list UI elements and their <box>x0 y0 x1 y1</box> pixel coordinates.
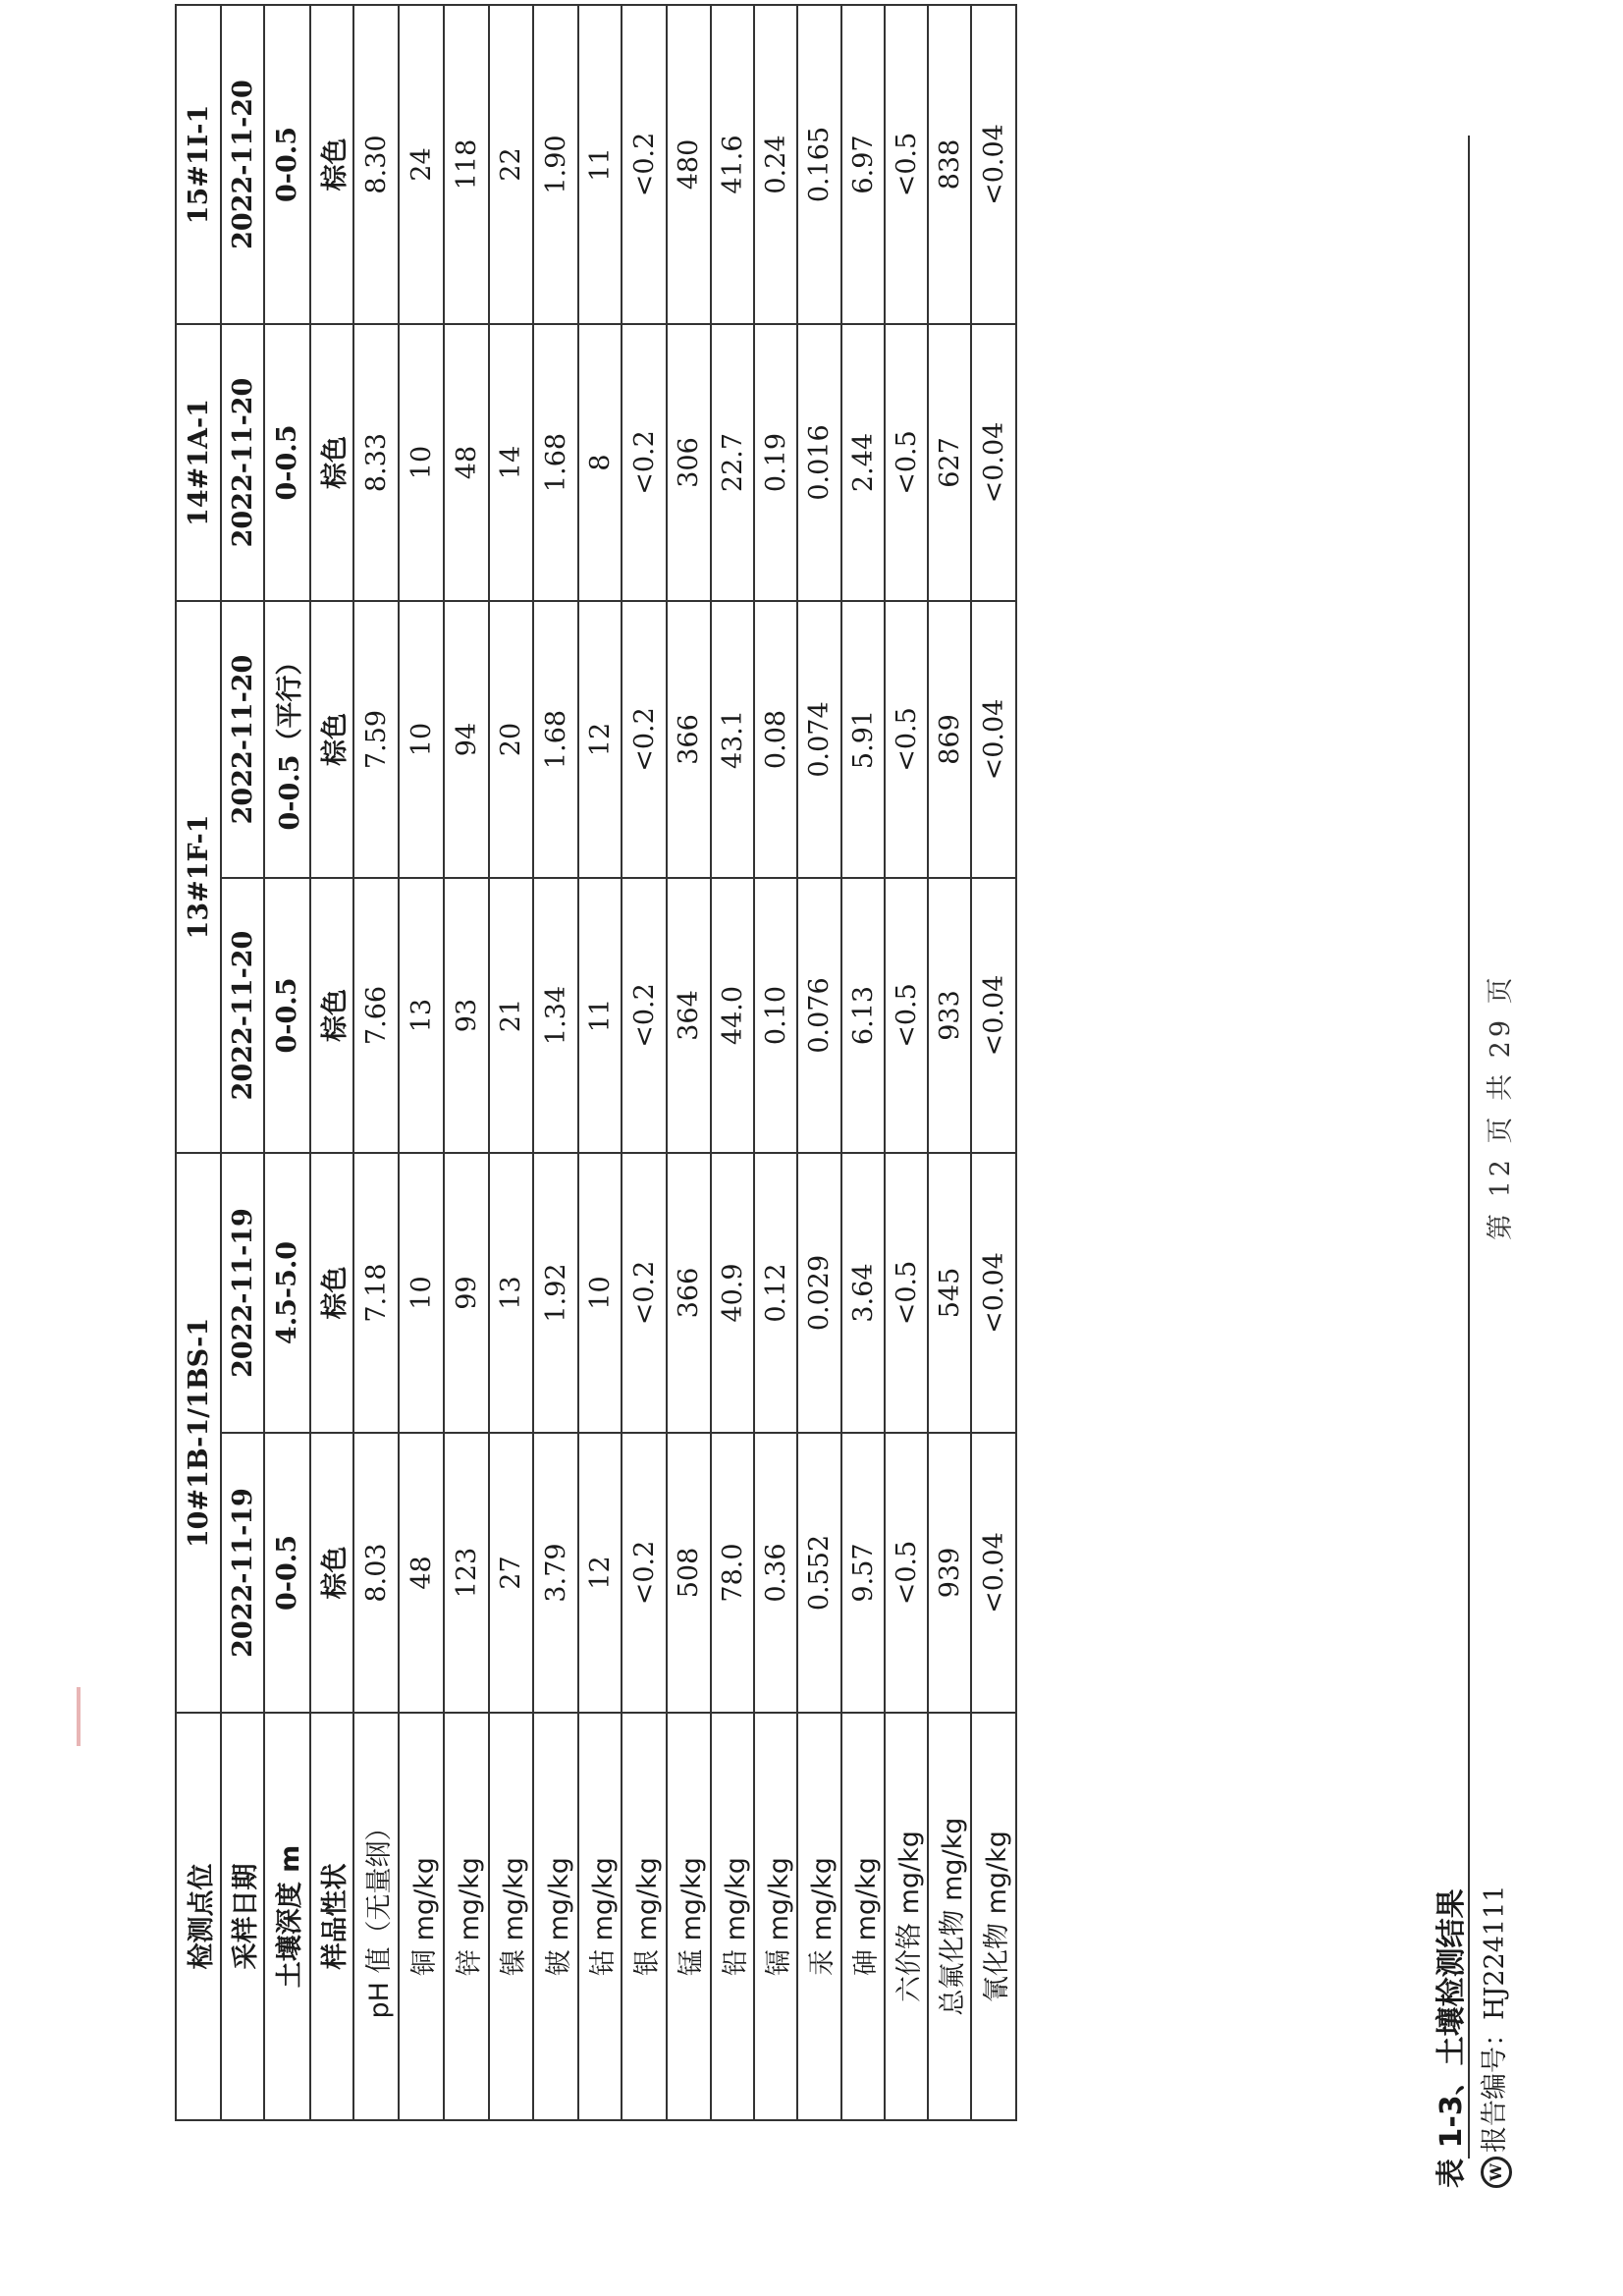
page-number: 第 12 页 共 29 页 <box>1486 973 1516 1240</box>
table-cell: 0.19 <box>754 324 797 601</box>
table-cell: 5.91 <box>841 601 885 878</box>
table-cell: 94 <box>444 601 489 878</box>
table-row <box>885 5 928 2120</box>
table-cell: 22.7 <box>711 324 754 601</box>
table-cell: 0.076 <box>797 878 841 1153</box>
red-mark <box>77 1687 81 1746</box>
table-cell: <0.2 <box>622 324 667 601</box>
table-cell: 1.92 <box>533 1153 578 1433</box>
report-header <box>1473 1886 1512 2188</box>
table-cell: 939 <box>928 1433 971 1713</box>
table-cell: 366 <box>667 1153 711 1433</box>
table-cell: <0.04 <box>971 1433 1016 1713</box>
table-cell: <0.5 <box>885 5 928 324</box>
table-cell: 2022-11-19 <box>221 1153 264 1433</box>
table-cell: 1.90 <box>533 5 578 324</box>
table-row <box>797 5 841 2120</box>
table-cell: <0.04 <box>971 878 1016 1153</box>
table-cell: 13 <box>489 1153 533 1433</box>
table-cell: 8.03 <box>353 1433 399 1713</box>
row-label: 汞 mg/kg <box>797 1713 841 2120</box>
table-cell: 22 <box>489 5 533 324</box>
table-row <box>622 5 667 2120</box>
table-cell: 11 <box>578 5 622 324</box>
table-cell: 10 <box>399 324 444 601</box>
table-cell: 118 <box>444 5 489 324</box>
table-cell: 44.0 <box>711 878 754 1153</box>
table-cell: <0.5 <box>885 878 928 1153</box>
table-cell: <0.2 <box>622 601 667 878</box>
table-cell: 棕色 <box>310 324 353 601</box>
table-cell: 43.1 <box>711 601 754 878</box>
table-cell: 8.33 <box>353 324 399 601</box>
table-cell: 10 <box>578 1153 622 1433</box>
table-cell: 0.08 <box>754 601 797 878</box>
row-label: 铜 mg/kg <box>399 1713 444 2120</box>
soil-results-table <box>175 4 1017 2121</box>
table-cell: 0.24 <box>754 5 797 324</box>
table-cell: 11 <box>578 878 622 1153</box>
table-cell: 0-0.5 <box>264 1433 310 1713</box>
table-cell: 41.6 <box>711 5 754 324</box>
table-row <box>928 5 971 2120</box>
table-cell: 6.97 <box>841 5 885 324</box>
table-cell: 2022-11-20 <box>221 601 264 878</box>
site-header: 13#1F-1 <box>176 601 221 1153</box>
site-header: 10#1B-1/1BS-1 <box>176 1153 221 1713</box>
table-cell: 78.0 <box>711 1433 754 1713</box>
table-cell: 棕色 <box>310 878 353 1153</box>
table-cell: 0.12 <box>754 1153 797 1433</box>
row-label: 锌 mg/kg <box>444 1713 489 2120</box>
table-cell: 13 <box>399 878 444 1153</box>
table-caption: 表 1-3、土壤检测结果 <box>1434 1888 1469 2188</box>
table-cell: <0.2 <box>622 878 667 1153</box>
table-cell: 0.029 <box>797 1153 841 1433</box>
table-cell: 棕色 <box>310 5 353 324</box>
table-cell: 99 <box>444 1153 489 1433</box>
table-row <box>971 5 1016 2120</box>
table-cell: 棕色 <box>310 1153 353 1433</box>
table-cell: <0.5 <box>885 601 928 878</box>
table-cell: <0.04 <box>971 601 1016 878</box>
table-cell: 4.5-5.0 <box>264 1153 310 1433</box>
table-row <box>711 5 754 2120</box>
table-cell: 0.165 <box>797 5 841 324</box>
table-cell: <0.04 <box>971 1153 1016 1433</box>
row-label: 铍 mg/kg <box>533 1713 578 2120</box>
table-cell: 27 <box>489 1433 533 1713</box>
table-cell: 2022-11-20 <box>221 324 264 601</box>
table-row <box>578 5 622 2120</box>
table-cell: <0.5 <box>885 1153 928 1433</box>
table-row <box>399 5 444 2120</box>
table-cell: 12 <box>578 601 622 878</box>
table-cell: 869 <box>928 601 971 878</box>
table-row <box>444 5 489 2120</box>
site-header: 15#1I-1 <box>176 5 221 324</box>
table-row <box>667 5 711 2120</box>
table-cell: 0-0.5（平行） <box>264 601 310 878</box>
table-cell: 8.30 <box>353 5 399 324</box>
table-cell: 2022-11-20 <box>221 878 264 1153</box>
table-cell: 0.074 <box>797 601 841 878</box>
table-row <box>533 5 578 2120</box>
table-cell: 7.18 <box>353 1153 399 1433</box>
table-cell: 366 <box>667 601 711 878</box>
row-label: 铅 mg/kg <box>711 1713 754 2120</box>
table-cell: 2.44 <box>841 324 885 601</box>
table-cell: 棕色 <box>310 601 353 878</box>
table-row <box>489 5 533 2120</box>
table-cell: 545 <box>928 1153 971 1433</box>
table-cell: 7.59 <box>353 601 399 878</box>
table-cell: 10 <box>399 1153 444 1433</box>
row-label: 镍 mg/kg <box>489 1713 533 2120</box>
table-cell: 364 <box>667 878 711 1153</box>
table-cell: 24 <box>399 5 444 324</box>
table-cell: 10 <box>399 601 444 878</box>
table-cell: <0.2 <box>622 1433 667 1713</box>
table-cell: 3.79 <box>533 1433 578 1713</box>
table-cell: 40.9 <box>711 1153 754 1433</box>
table-row <box>754 5 797 2120</box>
table-row <box>841 5 885 2120</box>
report-number-label: 报告编号： <box>1480 2020 1510 2153</box>
table-cell: 0.552 <box>797 1433 841 1713</box>
table-cell: 123 <box>444 1433 489 1713</box>
table-cell: 0-0.5 <box>264 5 310 324</box>
table-cell: 3.64 <box>841 1153 885 1433</box>
site-header: 14#1A-1 <box>176 324 221 601</box>
company-logo-icon: W <box>1481 2157 1512 2188</box>
row-label: 氰化物 mg/kg <box>971 1713 1016 2120</box>
table-cell: <0.04 <box>971 5 1016 324</box>
table-row <box>264 5 310 2120</box>
table-cell: 7.66 <box>353 878 399 1153</box>
table-cell: <0.5 <box>885 1433 928 1713</box>
table-cell: 0-0.5 <box>264 878 310 1153</box>
corner-header: 检测点位 <box>176 1713 221 2120</box>
table-header-row <box>176 5 221 2120</box>
table-cell: 6.13 <box>841 878 885 1153</box>
table-cell: 1.68 <box>533 601 578 878</box>
row-label: 采样日期 <box>221 1713 264 2120</box>
table-cell: 0.36 <box>754 1433 797 1713</box>
table-cell: <0.04 <box>971 324 1016 601</box>
table-cell: <0.2 <box>622 5 667 324</box>
table-row <box>310 5 353 2120</box>
table-cell: 508 <box>667 1433 711 1713</box>
table-cell: 838 <box>928 5 971 324</box>
report-number: HJ224111 <box>1480 1885 1510 2020</box>
table-cell: 93 <box>444 878 489 1153</box>
row-label: pH 值（无量纲） <box>353 1713 399 2120</box>
row-label: 钴 mg/kg <box>578 1713 622 2120</box>
table-cell: 480 <box>667 5 711 324</box>
table-cell: 0-0.5 <box>264 324 310 601</box>
table-cell: 627 <box>928 324 971 601</box>
table-cell: 1.34 <box>533 878 578 1153</box>
table-cell: 48 <box>444 324 489 601</box>
table-cell: 0.016 <box>797 324 841 601</box>
table-cell: <0.5 <box>885 324 928 601</box>
table-cell: 0.10 <box>754 878 797 1153</box>
table-cell: 2022-11-19 <box>221 1433 264 1713</box>
table-cell: 306 <box>667 324 711 601</box>
table-cell: 12 <box>578 1433 622 1713</box>
table-row <box>221 5 264 2120</box>
table-row <box>353 5 399 2120</box>
table-cell: 20 <box>489 601 533 878</box>
table-cell: 14 <box>489 324 533 601</box>
row-label: 镉 mg/kg <box>754 1713 797 2120</box>
row-label: 土壤深度 m <box>264 1713 310 2120</box>
table-cell: 9.57 <box>841 1433 885 1713</box>
table-cell: 1.68 <box>533 324 578 601</box>
table-cell: 2022-11-20 <box>221 5 264 324</box>
table-cell: 933 <box>928 878 971 1153</box>
row-label: 银 mg/kg <box>622 1713 667 2120</box>
row-label: 样品性状 <box>310 1713 353 2120</box>
row-label: 砷 mg/kg <box>841 1713 885 2120</box>
header-rule <box>1468 136 1470 2159</box>
table-cell: 21 <box>489 878 533 1153</box>
table-cell: 棕色 <box>310 1433 353 1713</box>
row-label: 锰 mg/kg <box>667 1713 711 2120</box>
table-cell: 48 <box>399 1433 444 1713</box>
table-cell: 8 <box>578 324 622 601</box>
row-label: 六价铬 mg/kg <box>885 1713 928 2120</box>
row-label: 总氟化物 mg/kg <box>928 1713 971 2120</box>
table-cell: <0.2 <box>622 1153 667 1433</box>
